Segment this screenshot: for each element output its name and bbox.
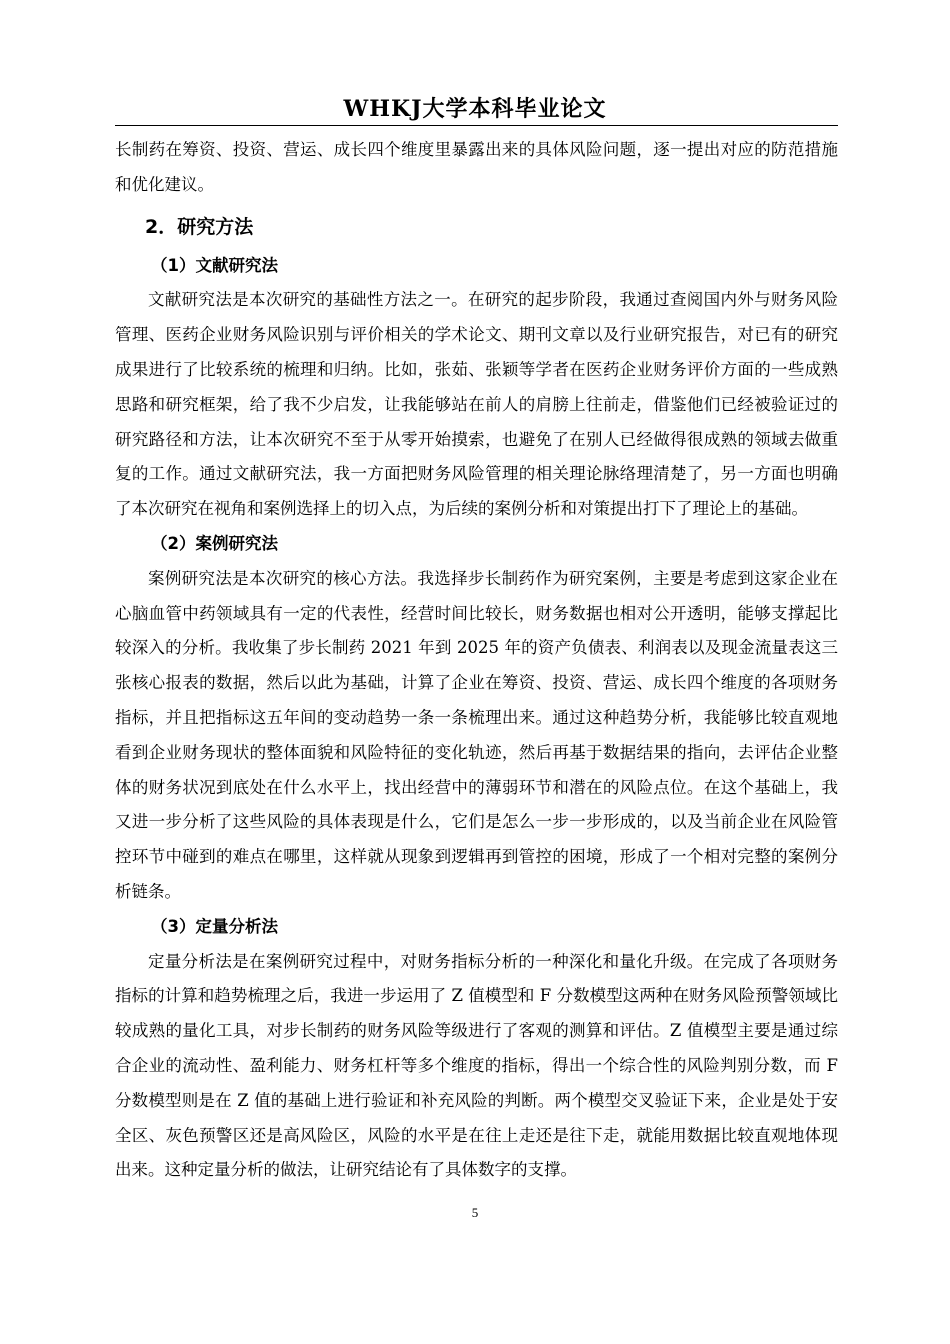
page-body — [115, 133, 838, 1188]
paragraph-literature-research: 文献研究法是本次研究的基础性方法之一。在研究的起步阶段，我通过查阅国内外与财务风险管理、医药企业财务风险识别与评价相关的学术论文、期刊文章以及行业研究报告，对已有的研究成果进行了比较系统的梳理和归纳。比如，张茹、张颖等学者在医药企业财务评价方面的一些成熟思路和研究框架，给了我不少启发，让我能够站在前人的肩膀上往前走，借鉴他们已经被验证过的研究路径和方法，让本次研究不至于从零开始摸索，也避免了在别人已经做得很成熟的领域去做重复的工作。通过文献研究法，我一方面把财务风险管理的相关理论脉络理清楚了，另一方面也明确了本次研究在视角和案例选择上的切入点，为后续的案例分析和对策提出打下了理论上的基础。 — [115, 290, 838, 519]
subsection-heading-quantitative-analysis: （3）定量分析法 — [151, 916, 278, 936]
header-divider — [115, 125, 838, 126]
subsection-heading-literature-research: （1）文献研究法 — [151, 255, 278, 275]
subsection-heading-case-study: （2）案例研究法 — [151, 533, 278, 553]
running-header-title: WHKJ大学本科毕业论文 — [343, 96, 607, 122]
paragraph-case-study: 案例研究法是本次研究的核心方法。我选择步长制药作为研究案例，主要是考虑到这家企业在心脑血管中药领域具有一定的代表性，经营时间比较长，财务数据也相对公开透明，能够支撑起比较深入的分析。我收集了步长制药 2021 年到 2025 年的资产负债表、利润表以及现金流量表这三张核心报表的数据，然后以此为基础，计算了企业在筹资、投资、营运、成长四个维度的各项财务指标，并且把指标这五年间的变动趋势一条一条梳理出来。通过这种趋势分析，我能够比较直观地看到企业财务现状的整体面貌和风险特征的变化轨迹，然后再基于数据结果的指向，去评估企业整体的财务状况到底处在什么水平上，找出经营中的薄弱环节和潜在的风险点位。在这个基础上，我又进一步分析了这些风险的具体表现是什么，它们是怎么一步一步形成的，以及当前企业在风险管控环节中碰到的难点在哪里，这样就从现象到逻辑再到管控的困境，形成了一个相对完整的案例分析链条。 — [115, 568, 838, 901]
section-heading-research-methods: 2．研究方法 — [145, 215, 254, 238]
paragraph-quantitative-analysis: 定量分析法是在案例研究过程中，对财务指标分析的一种深化和量化升级。在完成了各项财务指标的计算和趋势梳理之后，我进一步运用了 Z 值模型和 F 分数模型这两种在财务风险预警领域比较成熟的量化工具，对步长制药的财务风险等级进行了客观的测算和评估。Z 值模型主要是通过综合企业的流动性、盈利能力、财务杠杆等多个维度的指标，得出一个综合性的风险判别分数，而 F 分数模型则是在 Z 值的基础上进行验证和补充风险的判断。两个模型交叉验证下来，企业是处于安全区、灰色预警区还是高风险区，风险的水平是在往上走还是往下走，就能用数据比较直观地体现出来。这种定量分析的做法，让研究结论有了具体数字的支撑。 — [115, 951, 838, 1180]
intro-continuation-paragraph: 长制药在筹资、投资、营运、成长四个维度里暴露出来的具体风险问题，逐一提出对应的防范措施和优化建议。 — [115, 140, 838, 194]
page-number: 5 — [471, 1205, 479, 1220]
